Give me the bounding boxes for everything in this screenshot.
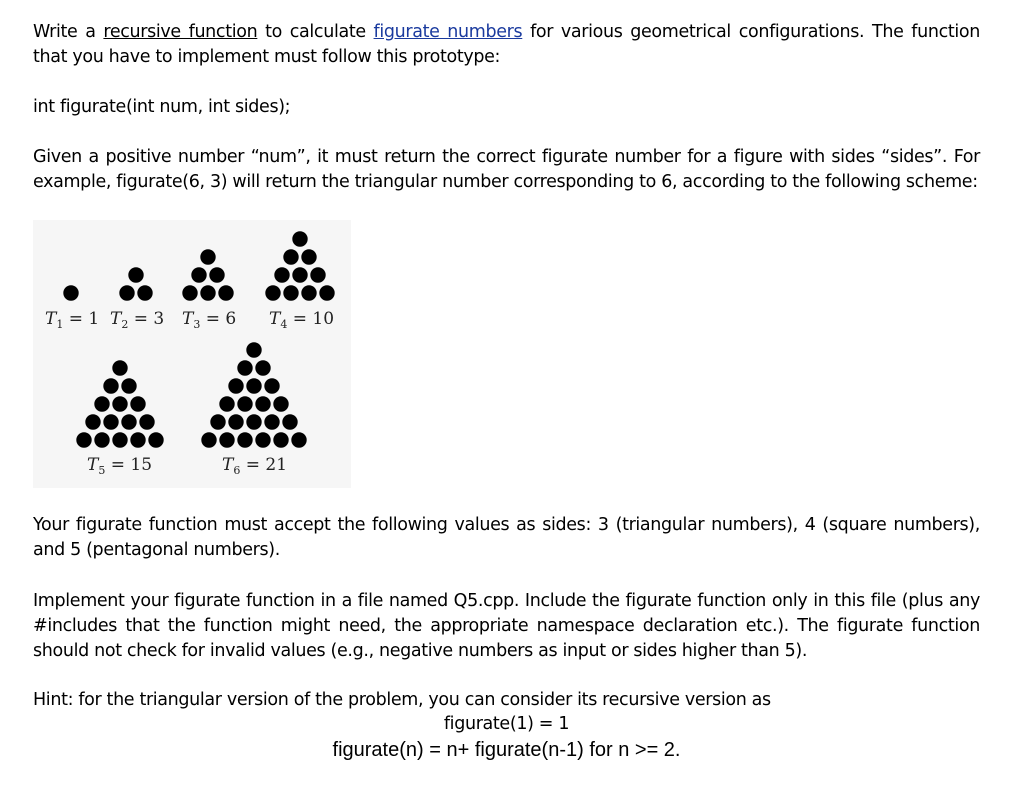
- dot: [112, 432, 127, 447]
- dot: [121, 378, 136, 393]
- label-t2: [110, 309, 164, 331]
- dot: [283, 249, 298, 264]
- label-subscript: 1: [56, 318, 64, 331]
- dot: [103, 414, 118, 429]
- figurate-numbers-link[interactable]: figurate numbers: [373, 22, 523, 42]
- dot: [139, 414, 154, 429]
- dot: [219, 432, 234, 447]
- triangle-t2: [119, 267, 152, 300]
- label-value: = 6: [200, 309, 237, 329]
- dot: [218, 285, 233, 300]
- dot: [85, 414, 100, 429]
- label-letter: T: [182, 309, 194, 329]
- dot: [264, 414, 279, 429]
- dot: [310, 267, 325, 282]
- dot: [228, 378, 243, 393]
- dot: [94, 432, 109, 447]
- label-letter: T: [87, 455, 99, 475]
- label-t6: [222, 455, 287, 477]
- triangle-t1: [63, 285, 78, 300]
- dot: [130, 396, 145, 411]
- label-subscript: 4: [280, 318, 288, 331]
- hint-formula-recursive: figurate(n) = n+ figurate(n-1) for n >= 2.: [332, 739, 681, 761]
- dot: [301, 249, 316, 264]
- dot: [112, 396, 127, 411]
- dot: [237, 396, 252, 411]
- label-subscript: 3: [193, 318, 201, 331]
- dot: [121, 414, 136, 429]
- sides-paragraph: Your figurate function must accept the following values as sides: 3 (triangular numbers), 4 (square numbers), and 5 (pentagonal numbers).: [33, 515, 980, 560]
- dot: [209, 267, 224, 282]
- label-value: = 3: [128, 309, 165, 329]
- dot: [274, 267, 289, 282]
- dot: [292, 267, 307, 282]
- label-value: = 10: [287, 309, 335, 329]
- intro-text-3: for various geometrical configurations. The function that you have to implement must follow this prototype:: [33, 22, 980, 67]
- label-letter: T: [269, 309, 281, 329]
- hint-text: Hint: for the triangular version of the problem, you can consider its recursive version as: [33, 690, 771, 710]
- label-letter: T: [45, 309, 57, 329]
- label-value: = 21: [240, 455, 288, 475]
- function-prototype: int figurate(int num, int sides);: [33, 97, 291, 117]
- label-t1: [45, 309, 99, 331]
- dot: [292, 231, 307, 246]
- dot: [246, 342, 261, 357]
- label-subscript: 2: [121, 318, 129, 331]
- dot: [137, 285, 152, 300]
- dot: [291, 432, 306, 447]
- dot: [282, 414, 297, 429]
- dot: [273, 432, 288, 447]
- dot: [128, 267, 143, 282]
- dot: [200, 285, 215, 300]
- recursive-function-link[interactable]: recursive function: [103, 22, 258, 42]
- triangle-t4: [265, 231, 334, 300]
- dot: [283, 285, 298, 300]
- dot: [246, 414, 261, 429]
- dot: [112, 360, 127, 375]
- dot: [319, 285, 334, 300]
- intro-text-2: to calculate: [257, 22, 374, 42]
- triangle-t3: [182, 249, 233, 300]
- dot: [237, 360, 252, 375]
- dot: [246, 378, 261, 393]
- dot: [265, 285, 280, 300]
- dot: [63, 285, 78, 300]
- triangle-t5: [76, 360, 163, 447]
- dot: [301, 285, 316, 300]
- hint-formula-base: figurate(1) = 1: [443, 714, 570, 734]
- dot: [201, 432, 216, 447]
- label-letter: T: [110, 309, 122, 329]
- dot: [94, 396, 109, 411]
- intro-paragraph: [33, 20, 980, 70]
- description-paragraph: Given a positive number “num”, it must return the correct figurate number for a figure with sides “sides”. For example, figurate(6, 3) will return the triangular number corresponding to 6, according to the following scheme:: [33, 147, 980, 192]
- dot: [182, 285, 197, 300]
- dot: [255, 360, 270, 375]
- triangular-numbers-diagram: [33, 220, 351, 488]
- label-value: = 1: [63, 309, 100, 329]
- dot: [130, 432, 145, 447]
- triangular-numbers-figure: [33, 220, 351, 488]
- dot: [210, 414, 225, 429]
- dot: [237, 432, 252, 447]
- label-t5: [87, 455, 152, 477]
- dot: [200, 249, 215, 264]
- dot: [273, 396, 288, 411]
- label-t4: [269, 309, 334, 331]
- dot: [219, 396, 234, 411]
- intro-text-1: Write a: [33, 22, 104, 42]
- dot: [264, 378, 279, 393]
- dot: [119, 285, 134, 300]
- dot: [103, 378, 118, 393]
- label-subscript: 6: [233, 464, 241, 477]
- dot: [76, 432, 91, 447]
- label-subscript: 5: [98, 464, 106, 477]
- implement-paragraph: Implement your figurate function in a file named Q5.cpp. Include the figurate function only in this file (plus any #includes that the function might need, the appropriate namespace declaration etc.). The figurate function should not check for invalid values (e.g., negative numbers as input or sides higher than 5).: [33, 591, 980, 661]
- dot: [255, 432, 270, 447]
- label-t3: [182, 309, 236, 331]
- dot: [148, 432, 163, 447]
- triangle-t6: [201, 342, 306, 447]
- label-letter: T: [222, 455, 234, 475]
- dot: [228, 414, 243, 429]
- dot: [255, 396, 270, 411]
- dot: [191, 267, 206, 282]
- label-value: = 15: [105, 455, 153, 475]
